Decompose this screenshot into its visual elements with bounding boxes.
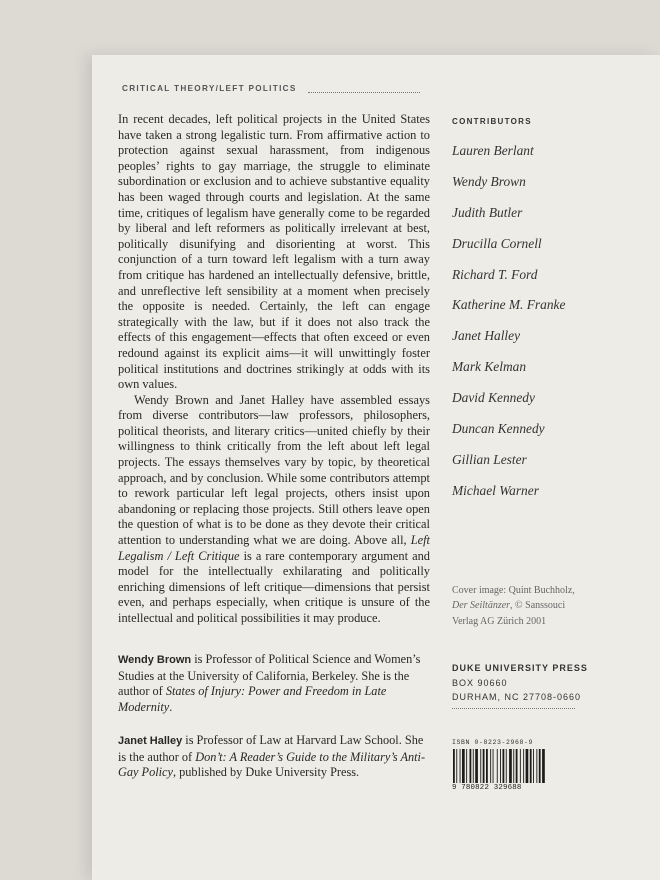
bio-text: is Professor of Political Science and Women’s Studies at the University of California, Berkeley. She is the author of — [118, 652, 421, 699]
book-title: States of Injury: Power and Freedom in Late Modernity — [118, 684, 387, 714]
barcode-bar — [453, 749, 455, 783]
bio-text: . — [169, 699, 173, 714]
book-title: Don’t: A Reader’s Guide to the Military’s Anti-Gay Policy — [118, 749, 426, 780]
publisher-name: DUKE UNIVERSITY PRESS — [452, 663, 588, 673]
barcode-bar — [523, 749, 524, 783]
barcode-bar — [526, 749, 529, 783]
bio-text: is Professor of Law at Harvard Law School. She is the author of — [118, 733, 424, 764]
barcode-bar — [516, 749, 518, 783]
barcode-bar — [513, 749, 514, 783]
contributor-name: Michael Warner — [452, 482, 539, 498]
bio-text: , published by Duke University Press. — [172, 765, 360, 780]
series-dotted-rule — [308, 84, 420, 93]
artwork-title: Der Seiltänzer — [452, 600, 511, 612]
barcode-bar — [493, 749, 494, 783]
contributor-name: Duncan Kennedy — [452, 421, 545, 437]
cover-credit — [452, 583, 577, 629]
description-paragraph-2 — [118, 393, 430, 627]
barcode-bars — [452, 749, 572, 783]
barcode-bar — [490, 749, 491, 783]
credit-line: Verlag AG Zürich 2001 — [452, 615, 547, 627]
barcode-bar — [533, 749, 534, 783]
contributor-name: Judith Butler — [452, 204, 523, 220]
book-title: Left Legalism / Left Critique — [118, 533, 430, 563]
publisher-address — [452, 661, 588, 705]
barcode-block — [452, 739, 575, 792]
credit-line: Cover image: Quint Buchholz, — [452, 585, 575, 596]
author-bio-brown — [118, 652, 430, 715]
credit-line: , © Sanssouci — [510, 600, 566, 612]
description-paragraph-1: In recent decades, left political projects in the United States have taken a strong legalistic turn. From affirmative action to protection against sexual harassment, from indigenous peoples’ rights to gay marriage, the struggle to eliminate subordination or exclusion and to achieve substantive equality has been waged through courts and legislation. At the same time, critiques of legalism have generally come to be regarded by liberal and left reformers as politically irrelevant at best, politically disunifying and disorienting at worst. This conjunction of a turn toward left legalism with a turn away from critique has hardened an intellectually defensive, brittle, and unreflective left sensibility at a moment when precisely the opposite is needed. Certainly, the left can engage strategically with the law, but if it does not also track the effects of this engagement—effects that often exceed or even redound against its explicit aims—it will unwittingly foster political institutions and doctrines strikingly at odds with its own values. — [118, 112, 430, 392]
barcode-bar — [520, 749, 521, 783]
description-text: Wendy Brown and Janet Halley have assembled essays from diverse contributors—law professors, philosophers, political theorists, and literary critics—united chiefly by their willingness to think critically from the left about left legal projects. The essays themselves vary by topic, by theoretical approach, and by conclusion. While some contributors attempt to rework particular left legal projects, others insist upon abandoning or replacing those projects. Still others leave open the question of what is to be done as they devote their critical attention to understanding what we are doing. Above all, — [118, 392, 430, 548]
barcode-bar — [530, 749, 532, 783]
barcode-bar — [475, 749, 478, 783]
barcode-bar — [500, 749, 501, 783]
barcode-bar — [480, 749, 481, 783]
barcode-number: 9 780822 329688 — [452, 784, 522, 792]
contributor-name: Janet Halley — [452, 328, 521, 344]
barcode-bar — [542, 749, 545, 783]
contributor-name: Katherine M. Franke — [452, 297, 566, 313]
contributor-name: Lauren Berlant — [452, 143, 534, 158]
author-name: Janet Halley — [118, 735, 183, 747]
contributors-heading: CONTRIBUTORS — [452, 117, 532, 126]
contributor-name: Drucilla Cornell — [452, 235, 542, 251]
barcode-bar — [539, 749, 541, 783]
publisher-dotted-rule — [452, 708, 575, 709]
barcode-bar — [460, 749, 461, 783]
barcode-bar — [470, 749, 472, 783]
contributor-name: Mark Kelman — [452, 359, 527, 375]
barcode-bar — [466, 749, 467, 783]
barcode-bar — [456, 749, 457, 783]
contributor-name: Gillian Lester — [452, 451, 527, 467]
publisher-city: DURHAM, NC 27708-0660 — [452, 692, 582, 702]
book-description — [118, 112, 430, 627]
contributors-list — [452, 142, 652, 513]
barcode-bar — [462, 749, 465, 783]
barcode-bar — [506, 749, 507, 783]
author-bio-halley — [118, 733, 430, 781]
isbn-number: ISBN 0-8223-2968-9 — [452, 739, 534, 746]
barcode-bar — [473, 749, 474, 783]
contributor-name: Richard T. Ford — [452, 266, 538, 282]
contributor-name: David Kennedy — [452, 390, 535, 406]
publisher-box: BOX 90660 — [452, 677, 508, 688]
contributor-name: Wendy Brown — [452, 173, 526, 189]
description-text: is a rare contemporary argument and model for the intellectually exhilarating and politically enriching dimensions of left critique—dimensions that persist even, and perhaps especially, when critique is unsure of the intellectual and political possibilities it may produce. — [118, 548, 430, 625]
barcode-bar — [503, 749, 505, 783]
barcode-bar — [497, 749, 498, 783]
barcode-bar — [536, 749, 537, 783]
barcode-bar — [483, 749, 485, 783]
author-name: Wendy Brown — [118, 654, 192, 666]
barcode-bar — [486, 749, 488, 783]
series-label: CRITICAL THEORY/LEFT POLITICS — [122, 84, 297, 93]
barcode-bar — [509, 749, 512, 783]
